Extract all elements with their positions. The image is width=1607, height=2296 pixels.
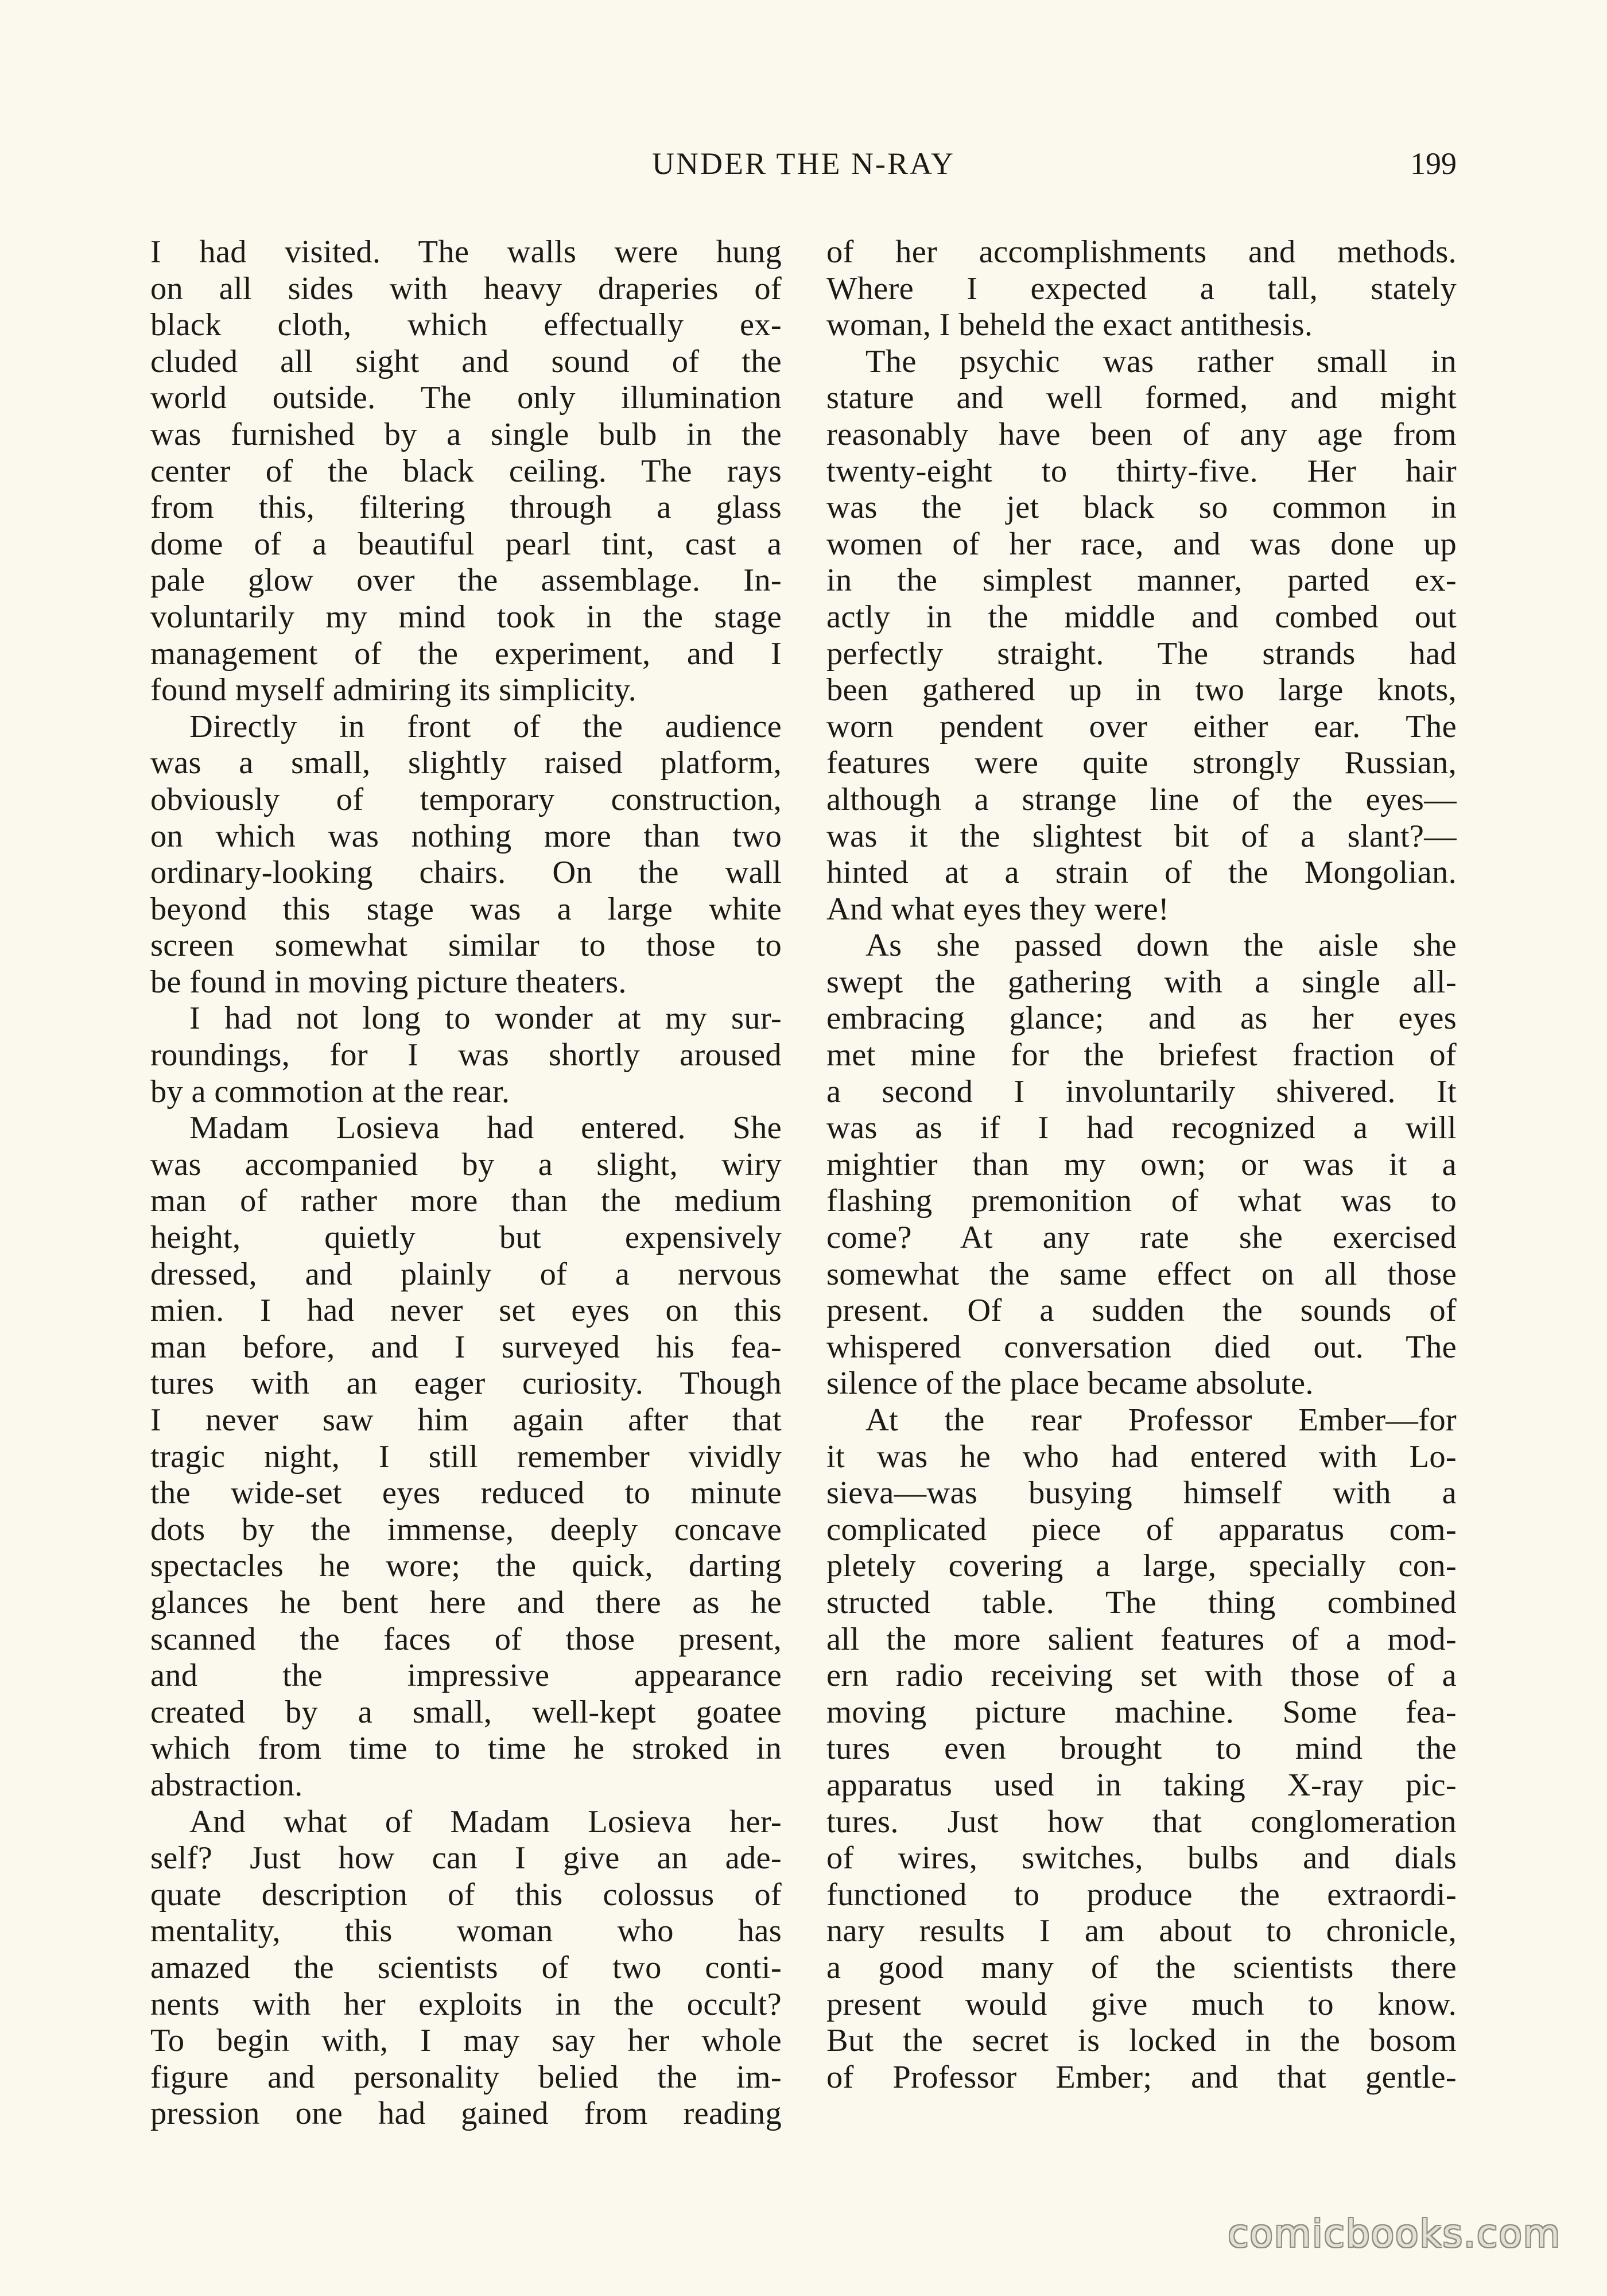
- text-line: a good many of the scientists there: [826, 1949, 1457, 1985]
- text-line: structed table. The thing combined: [826, 1584, 1457, 1620]
- text-line: I never saw him again after that: [150, 1402, 782, 1438]
- text-line: pale glow over the assemblage. In-: [150, 563, 782, 599]
- text-line: of her accomplishments and methods.: [826, 234, 1457, 270]
- text-line: moving picture machine. Some fea-: [826, 1694, 1457, 1730]
- text-line: ordinary-looking chairs. On the wall: [150, 855, 782, 891]
- text-line: tragic night, I still remember vividly: [150, 1438, 782, 1475]
- text-column-left: [150, 234, 782, 2132]
- text-line: scanned the faces of those present,: [150, 1621, 782, 1657]
- text-line: apparatus used in taking X-ray pic-: [826, 1767, 1457, 1803]
- text-line: dressed, and plainly of a nervous: [150, 1256, 782, 1292]
- watermark: comicbooks.com: [1228, 2212, 1561, 2256]
- text-line: perfectly straight. The strands had: [826, 635, 1457, 672]
- text-line: and the impressive appearance: [150, 1658, 782, 1694]
- text-line: was accompanied by a slight, wiry: [150, 1146, 782, 1182]
- text-line: which from time to time he stroked in: [150, 1731, 782, 1767]
- text-line: actly in the middle and combed out: [826, 599, 1457, 635]
- text-line: created by a small, well-kept goatee: [150, 1694, 782, 1730]
- text-line: black cloth, which effectually ex-: [150, 307, 782, 343]
- running-header: [150, 144, 1457, 184]
- text-line: dome of a beautiful pearl tint, cast a: [150, 526, 782, 562]
- text-line: it was he who had entered with Lo-: [826, 1438, 1457, 1475]
- text-line: world outside. The only illumination: [150, 380, 782, 416]
- text-line: all the more salient features of a mod-: [826, 1621, 1457, 1657]
- text-line: twenty-eight to thirty-five. Her hair: [826, 453, 1457, 489]
- text-line: women of her race, and was done up: [826, 526, 1457, 562]
- text-line: ern radio receiving set with those of a: [826, 1658, 1457, 1694]
- text-line: As she passed down the aisle she: [865, 928, 1457, 964]
- text-line: At the rear Professor Ember—for: [865, 1402, 1457, 1438]
- text-line: center of the black ceiling. The rays: [150, 453, 782, 489]
- text-line: been gathered up in two large knots,: [826, 672, 1457, 708]
- text-line: voluntarily my mind took in the stage: [150, 599, 782, 635]
- text-line: of Professor Ember; and that gentle-: [826, 2059, 1457, 2095]
- text-line: figure and personality belied the im-: [150, 2059, 782, 2095]
- text-line: beyond this stage was a large white: [150, 891, 782, 927]
- text-line: cluded all sight and sound of the: [150, 343, 782, 379]
- text-line: a second I involuntarily shivered. It: [826, 1073, 1457, 1110]
- text-line: The psychic was rather small in: [865, 343, 1457, 379]
- text-line: And what of Madam Losieva her-: [189, 1804, 782, 1840]
- text-line: pletely covering a large, specially con-: [826, 1548, 1457, 1584]
- text-line: mentality, this woman who has: [150, 1913, 782, 1949]
- text-line: embracing glance; and as her eyes: [826, 1000, 1457, 1037]
- text-line: from this, filtering through a glass: [150, 490, 782, 526]
- text-line: woman, I beheld the exact antithesis.: [826, 307, 1313, 343]
- text-line: was it the slightest bit of a slant?—: [826, 818, 1457, 854]
- text-line: I had not long to wonder at my sur-: [189, 1000, 782, 1037]
- text-line: come? At any rate she exercised: [826, 1220, 1457, 1256]
- text-line: on which was nothing more than two: [150, 818, 782, 854]
- text-line: was as if I had recognized a will: [826, 1110, 1457, 1146]
- text-column-right: [826, 234, 1457, 2096]
- text-line: was a small, slightly raised platform,: [150, 745, 782, 781]
- text-line: Where I expected a tall, stately: [826, 270, 1457, 307]
- text-line: silence of the place became absolute.: [826, 1366, 1314, 1402]
- text-line: obviously of temporary construction,: [150, 781, 782, 817]
- text-line: present would give much to know.: [826, 1986, 1457, 2022]
- text-line: whispered conversation died out. The: [826, 1329, 1457, 1365]
- text-line: in the simplest manner, parted ex-: [826, 563, 1457, 599]
- text-line: the wide-set eyes reduced to minute: [150, 1475, 782, 1511]
- text-line: of wires, switches, bulbs and dials: [826, 1840, 1457, 1876]
- text-line: man before, and I surveyed his fea-: [150, 1329, 782, 1365]
- text-line: amazed the scientists of two conti-: [150, 1949, 782, 1985]
- text-line: flashing premonition of what was to: [826, 1183, 1457, 1219]
- text-line: was furnished by a single bulb in the: [150, 416, 782, 452]
- text-line: pression one had gained from reading: [150, 2096, 782, 2132]
- text-line: nents with her exploits in the occult?: [150, 1986, 782, 2022]
- text-line: dots by the immense, deeply concave: [150, 1511, 782, 1548]
- text-line: be found in moving picture theaters.: [150, 964, 627, 1000]
- text-line: Directly in front of the audience: [189, 708, 782, 744]
- text-line: stature and well formed, and might: [826, 380, 1457, 416]
- text-line: reasonably have been of any age from: [826, 416, 1457, 452]
- text-line: screen somewhat similar to those to: [150, 928, 782, 964]
- running-title: UNDER THE N-RAY: [651, 146, 956, 181]
- text-line: tures even brought to mind the: [826, 1731, 1457, 1767]
- text-line: present. Of a sudden the sounds of: [826, 1293, 1457, 1329]
- page-number: 199: [1410, 146, 1457, 181]
- text-line: found myself admiring its simplicity.: [150, 672, 637, 708]
- text-line: although a strange line of the eyes—: [826, 781, 1457, 817]
- text-line: Madam Losieva had entered. She: [189, 1110, 782, 1146]
- text-line: mien. I had never set eyes on this: [150, 1293, 782, 1329]
- text-line: tures with an eager curiosity. Though: [150, 1366, 782, 1402]
- text-line: And what eyes they were!: [826, 891, 1170, 927]
- text-line: tures. Just how that conglomeration: [826, 1804, 1457, 1840]
- text-line: roundings, for I was shortly aroused: [150, 1037, 782, 1073]
- text-line: height, quietly but expensively: [150, 1220, 782, 1256]
- text-line: self? Just how can I give an ade-: [150, 1840, 782, 1876]
- text-line: was the jet black so common in: [826, 490, 1457, 526]
- text-line: on all sides with heavy draperies of: [150, 270, 782, 307]
- text-line: mightier than my own; or was it a: [826, 1146, 1457, 1182]
- text-line: But the secret is locked in the bosom: [826, 2023, 1457, 2059]
- text-line: hinted at a strain of the Mongolian.: [826, 855, 1457, 891]
- text-line: abstraction.: [150, 1767, 303, 1803]
- text-line: somewhat the same effect on all those: [826, 1256, 1457, 1292]
- text-line: To begin with, I may say her whole: [150, 2023, 782, 2059]
- text-line: by a commotion at the rear.: [150, 1073, 510, 1110]
- text-line: I had visited. The walls were hung: [150, 234, 782, 270]
- text-line: management of the experiment, and I: [150, 635, 782, 672]
- text-line: worn pendent over either ear. The: [826, 708, 1457, 744]
- text-line: functioned to produce the extraordi-: [826, 1876, 1457, 1913]
- text-line: nary results I am about to chronicle,: [826, 1913, 1457, 1949]
- text-line: spectacles he wore; the quick, darting: [150, 1548, 782, 1584]
- text-line: glances he bent here and there as he: [150, 1584, 782, 1620]
- text-line: complicated piece of apparatus com-: [826, 1511, 1457, 1548]
- text-line: met mine for the briefest fraction of: [826, 1037, 1457, 1073]
- text-line: features were quite strongly Russian,: [826, 745, 1457, 781]
- text-line: sieva—was busying himself with a: [826, 1475, 1457, 1511]
- text-line: man of rather more than the medium: [150, 1183, 782, 1219]
- text-line: quate description of this colossus of: [150, 1876, 782, 1913]
- text-line: swept the gathering with a single all-: [826, 964, 1457, 1000]
